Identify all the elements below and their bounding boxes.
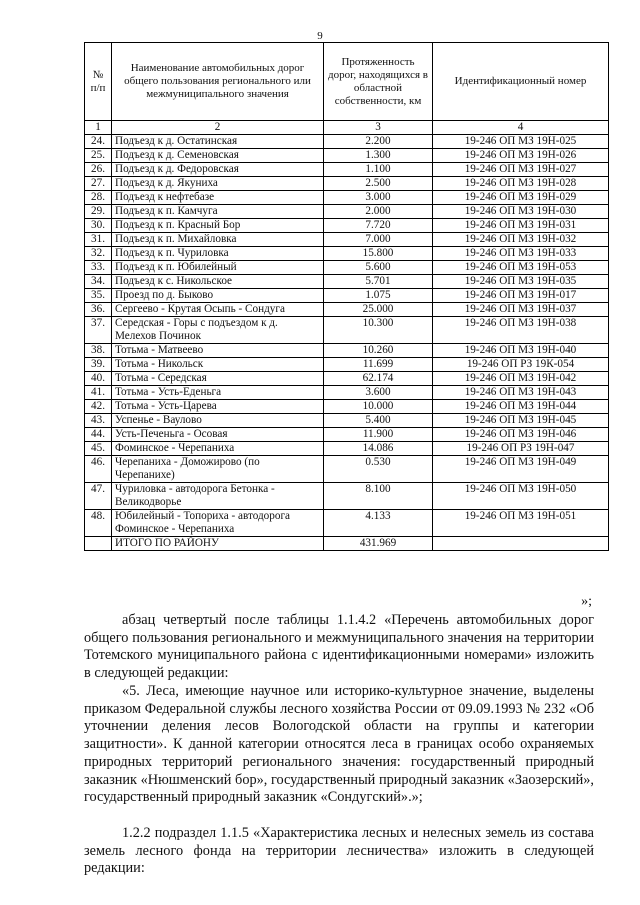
road-name: Сергеево - Крутая Осыпь - Сондуга (112, 303, 324, 317)
table-row (85, 510, 609, 537)
road-id: 19-246 ОП МЗ 19Н-050 (433, 483, 609, 510)
road-length: 0.530 (324, 456, 433, 483)
road-name: Тотьма - Середская (112, 372, 324, 386)
row-number: 28. (85, 191, 112, 205)
road-id: 19-246 ОП МЗ 19Н-049 (433, 456, 609, 483)
column-number: 3 (324, 121, 433, 135)
road-length: 7.000 (324, 233, 433, 247)
column-number: 4 (433, 121, 609, 135)
road-id: 19-246 ОП МЗ 19Н-043 (433, 386, 609, 400)
road-length: 7.720 (324, 219, 433, 233)
row-number: 42. (85, 400, 112, 414)
row-number: 48. (85, 510, 112, 537)
road-id: 19-246 ОП РЗ 19К-054 (433, 358, 609, 372)
row-number: 46. (85, 456, 112, 483)
road-name: Подъезд к д. Семеновская (112, 149, 324, 163)
road-length: 62.174 (324, 372, 433, 386)
road-name: Тотьма - Усть-Царева (112, 400, 324, 414)
road-name: Подъезд к п. Красный Бор (112, 219, 324, 233)
column-number: 2 (112, 121, 324, 135)
road-name: Черепаниха - Доможирово (по Черепанихе) (112, 456, 324, 483)
row-number: 31. (85, 233, 112, 247)
row-number: 34. (85, 275, 112, 289)
road-name: Усть-Печеньга - Осовая (112, 428, 324, 442)
table-row (85, 135, 609, 149)
paragraph-3: 1.2.2 подраздел 1.1.5 «Характеристика лесных и нелесных земель из состава земель лесного фонда на территории лесничества» изложить в следующей редакции: (84, 825, 594, 877)
road-id: 19-246 ОП МЗ 19Н-038 (433, 317, 609, 344)
road-name: Успенье - Ваулово (112, 414, 324, 428)
road-length: 2.500 (324, 177, 433, 191)
road-id: 19-246 ОП МЗ 19Н-033 (433, 247, 609, 261)
row-number: 35. (85, 289, 112, 303)
table-row (85, 247, 609, 261)
table-row (85, 400, 609, 414)
row-number: 43. (85, 414, 112, 428)
road-length: 11.900 (324, 428, 433, 442)
row-number: 39. (85, 358, 112, 372)
road-length: 10.300 (324, 317, 433, 344)
table-row (85, 456, 609, 483)
road-id: 19-246 ОП МЗ 19Н-044 (433, 400, 609, 414)
road-id: 19-246 ОП МЗ 19Н-026 (433, 149, 609, 163)
row-number: 45. (85, 442, 112, 456)
total-label: ИТОГО ПО РАЙОНУ (112, 537, 324, 551)
page-number: 9 (317, 30, 323, 42)
row-number: 47. (85, 483, 112, 510)
row-number: 27. (85, 177, 112, 191)
row-number: 41. (85, 386, 112, 400)
road-length: 1.100 (324, 163, 433, 177)
roads-table (84, 42, 609, 551)
total-length: 431.969 (324, 537, 433, 551)
road-id: 19-246 ОП МЗ 19Н-035 (433, 275, 609, 289)
table-row (85, 386, 609, 400)
table-row (85, 289, 609, 303)
road-name: Подъезд к п. Михайловка (112, 233, 324, 247)
road-name: Тотьма - Никольск (112, 358, 324, 372)
road-name: Подъезд к п. Юбилейный (112, 261, 324, 275)
road-name: Подъезд к д. Федоровская (112, 163, 324, 177)
road-length: 14.086 (324, 442, 433, 456)
table-row (85, 483, 609, 510)
road-id: 19-246 ОП МЗ 19Н-032 (433, 233, 609, 247)
road-name: Чуриловка - автодорога Бетонка - Великодворье (112, 483, 324, 510)
table-row (85, 205, 609, 219)
road-length: 5.701 (324, 275, 433, 289)
total-row (85, 537, 609, 551)
road-name: Юбилейный - Топориха - автодорога Фоминское - Черепаниха (112, 510, 324, 537)
row-number: 29. (85, 205, 112, 219)
paragraph-1: абзац четвертый после таблицы 1.1.4.2 «Перечень автомобильных дорог общего пользования регионального и межмуниципального значения на территории Тотемского муниципального района с идентификационными номерами» изложить в следующей редакции: (84, 612, 594, 682)
road-length: 5.400 (324, 414, 433, 428)
road-name: Тотьма - Матвеево (112, 344, 324, 358)
road-name: Подъезд к нефтебазе (112, 191, 324, 205)
header-id: Идентификационный номер (433, 43, 609, 121)
road-length: 11.699 (324, 358, 433, 372)
road-length: 2.200 (324, 135, 433, 149)
table-row (85, 177, 609, 191)
road-id: 19-246 ОП МЗ 19Н-017 (433, 289, 609, 303)
row-number: 25. (85, 149, 112, 163)
road-length: 2.000 (324, 205, 433, 219)
road-length: 4.133 (324, 510, 433, 537)
row-number: 33. (85, 261, 112, 275)
quote-close: »; (581, 594, 592, 609)
table-row (85, 191, 609, 205)
road-name: Тотьма - Усть-Еденьга (112, 386, 324, 400)
column-number-row (85, 121, 609, 135)
table-row (85, 163, 609, 177)
road-name: Середская - Горы с подъездом к д. Мелехов Починок (112, 317, 324, 344)
road-length: 5.600 (324, 261, 433, 275)
row-number: 32. (85, 247, 112, 261)
row-number: 40. (85, 372, 112, 386)
road-length: 10.260 (324, 344, 433, 358)
table-row (85, 303, 609, 317)
table-row (85, 372, 609, 386)
road-name: Подъезд к д. Якуниха (112, 177, 324, 191)
row-number: 37. (85, 317, 112, 344)
table-row (85, 317, 609, 344)
road-id: 19-246 ОП МЗ 19Н-027 (433, 163, 609, 177)
row-number: 36. (85, 303, 112, 317)
road-id: 19-246 ОП МЗ 19Н-037 (433, 303, 609, 317)
road-id: 19-246 ОП МЗ 19Н-028 (433, 177, 609, 191)
road-length: 3.000 (324, 191, 433, 205)
road-id: 19-246 ОП МЗ 19Н-025 (433, 135, 609, 149)
road-length: 25.000 (324, 303, 433, 317)
row-number: 30. (85, 219, 112, 233)
table-row (85, 261, 609, 275)
road-id: 19-246 ОП МЗ 19Н-046 (433, 428, 609, 442)
header-length: Протяженность дорог, находящихся в областной собственности, км (324, 43, 433, 121)
road-length: 8.100 (324, 483, 433, 510)
road-length: 15.800 (324, 247, 433, 261)
paragraph-2: «5. Леса, имеющие научное или историко-культурное значение, выделены приказом Федеральной службы лесного хозяйства России от 09.09.1993 № 232 «Об уточнении деления лесов Вологодской области на группы и категории защитности». К данной категории относятся леса в границах особо охраняемых природных территорий регионального значения: государственный природный заказник «Нюшменский бор», государственный природный заказник «Заозерский», государственный природный заказник «Сондугский».»; (84, 683, 594, 806)
road-id: 19-246 ОП МЗ 19Н-031 (433, 219, 609, 233)
row-number: 38. (85, 344, 112, 358)
road-id: 19-246 ОП МЗ 19Н-053 (433, 261, 609, 275)
road-id: 19-246 ОП РЗ 19Н-047 (433, 442, 609, 456)
road-id: 19-246 ОП МЗ 19Н-051 (433, 510, 609, 537)
header-name: Наименование автомобильных дорог общего пользования регионального или межмуниципального значения (112, 43, 324, 121)
row-number: 44. (85, 428, 112, 442)
table-row (85, 219, 609, 233)
road-length: 1.300 (324, 149, 433, 163)
table-row (85, 275, 609, 289)
row-number: 24. (85, 135, 112, 149)
table-row (85, 344, 609, 358)
header-no: № п/п (85, 43, 112, 121)
road-length: 10.000 (324, 400, 433, 414)
road-name: Подъезд к д. Остатинская (112, 135, 324, 149)
road-id: 19-246 ОП МЗ 19Н-045 (433, 414, 609, 428)
table-row (85, 149, 609, 163)
table-row (85, 428, 609, 442)
road-name: Проезд по д. Быково (112, 289, 324, 303)
table-row (85, 414, 609, 428)
road-name: Фоминское - Черепаниха (112, 442, 324, 456)
table-row (85, 233, 609, 247)
road-id: 19-246 ОП МЗ 19Н-040 (433, 344, 609, 358)
table-row (85, 358, 609, 372)
road-length: 3.600 (324, 386, 433, 400)
road-length: 1.075 (324, 289, 433, 303)
road-name: Подъезд к п. Камчуга (112, 205, 324, 219)
road-id: 19-246 ОП МЗ 19Н-042 (433, 372, 609, 386)
road-id: 19-246 ОП МЗ 19Н-029 (433, 191, 609, 205)
column-number: 1 (85, 121, 112, 135)
table-row (85, 442, 609, 456)
row-number: 26. (85, 163, 112, 177)
road-name: Подъезд к с. Никольское (112, 275, 324, 289)
road-name: Подъезд к п. Чуриловка (112, 247, 324, 261)
road-id: 19-246 ОП МЗ 19Н-030 (433, 205, 609, 219)
